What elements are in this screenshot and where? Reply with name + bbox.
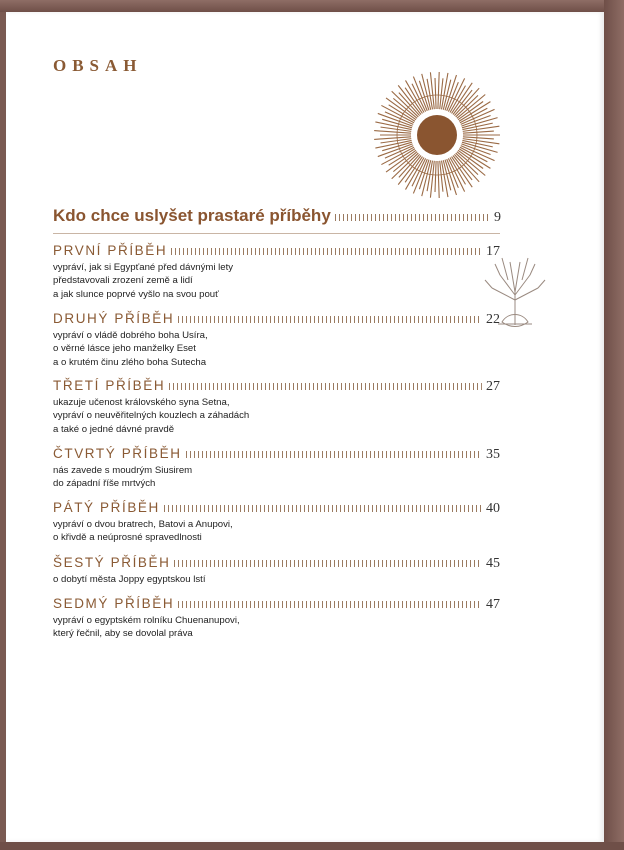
toc-entry-7[interactable] bbox=[53, 596, 500, 641]
entry-description-line: vypráví o vládě dobrého boha Usíra, bbox=[53, 330, 208, 341]
toc-entry-3[interactable] bbox=[53, 378, 500, 436]
entry-page-number: 22 bbox=[486, 312, 500, 327]
entry-title: ŠESTÝ PŘÍBĚH bbox=[53, 555, 171, 570]
entry-description bbox=[53, 614, 500, 641]
toc-intro-entry[interactable] bbox=[53, 206, 501, 226]
divider bbox=[53, 233, 500, 234]
entry-description-line: ukazuje učenost královského syna Setna, bbox=[53, 397, 230, 408]
entry-title: ČTVRTÝ PŘÍBĚH bbox=[53, 446, 182, 461]
leader-dots bbox=[186, 449, 482, 458]
entry-description bbox=[53, 518, 500, 545]
intro-title: Kdo chce uslyšet prastaré příběhy bbox=[53, 206, 331, 225]
toc-entry-1[interactable] bbox=[53, 243, 500, 301]
entry-description-line: o dobytí města Joppy egyptskou lstí bbox=[53, 574, 206, 585]
entry-description-line: a také o jedné dávné pravdě bbox=[53, 423, 175, 435]
entry-description-line: vypráví o dvou bratrech, Batovi a Anupovi, bbox=[53, 519, 233, 530]
leader-dots bbox=[178, 314, 482, 323]
intro-page-number: 9 bbox=[494, 210, 501, 225]
toc-entry-6[interactable] bbox=[53, 555, 500, 586]
leader-dots bbox=[178, 599, 482, 608]
page-heading: OBSAH bbox=[53, 56, 143, 75]
entry-description-line: o věrné lásce jeho manželky Eset bbox=[53, 343, 196, 355]
entry-page-number: 47 bbox=[486, 597, 500, 612]
toc-entry-5[interactable] bbox=[53, 500, 500, 545]
entry-description bbox=[53, 396, 500, 436]
entry-description-line: a jak slunce poprvé vyšlo na svou pouť bbox=[53, 288, 219, 300]
entry-page-number: 45 bbox=[486, 556, 500, 571]
leader-dots bbox=[174, 558, 482, 567]
entry-description bbox=[53, 329, 500, 369]
entry-page-number: 27 bbox=[486, 379, 500, 394]
entry-title: PRVNÍ PŘÍBĚH bbox=[53, 243, 168, 258]
entry-title: TŘETÍ PŘÍBĚH bbox=[53, 378, 166, 393]
entry-page-number: 40 bbox=[486, 501, 500, 516]
leader-dots bbox=[164, 503, 482, 512]
toc-entry-4[interactable] bbox=[53, 446, 500, 491]
book-cover-right-edge bbox=[604, 0, 624, 850]
leader-dots bbox=[169, 381, 482, 390]
sun-ornament-icon bbox=[372, 70, 502, 200]
leader-dots bbox=[335, 212, 490, 221]
entry-title: DRUHÝ PŘÍBĚH bbox=[53, 311, 175, 326]
entry-description bbox=[53, 261, 500, 301]
entry-title: PÁTÝ PŘÍBĚH bbox=[53, 500, 160, 515]
entry-description-line: o křivdě a neúprosné spravedlnosti bbox=[53, 532, 202, 544]
entry-description bbox=[53, 573, 500, 586]
entry-description-line: a o krutém činu zlého boha Sutecha bbox=[53, 356, 207, 368]
leader-dots bbox=[171, 246, 482, 255]
entry-description-line: který řečnil, aby se dovolal práva bbox=[53, 628, 193, 640]
entry-description-line: vypráví, jak si Egypťané před dávnými lety bbox=[53, 262, 234, 273]
entry-description-line: vypráví o egyptském rolníku Chuenanupovi, bbox=[53, 615, 240, 626]
book-cover-top-edge bbox=[0, 0, 624, 12]
entry-description bbox=[53, 464, 500, 491]
entry-description-line: vypráví o neuvěřitelných kouzlech a záhadách bbox=[53, 410, 250, 422]
book-cover-bottom-edge bbox=[0, 842, 624, 850]
entry-title: SEDMÝ PŘÍBĚH bbox=[53, 596, 175, 611]
toc-entry-2[interactable] bbox=[53, 311, 500, 369]
entry-page-number: 35 bbox=[486, 447, 500, 462]
entry-description-line: nás zavede s moudrým Siusirem bbox=[53, 465, 193, 476]
entry-page-number: 17 bbox=[486, 244, 500, 259]
entry-description-line: představovali zrození země a lidí bbox=[53, 275, 193, 287]
entry-description-line: do západní říše mrtvých bbox=[53, 478, 156, 490]
